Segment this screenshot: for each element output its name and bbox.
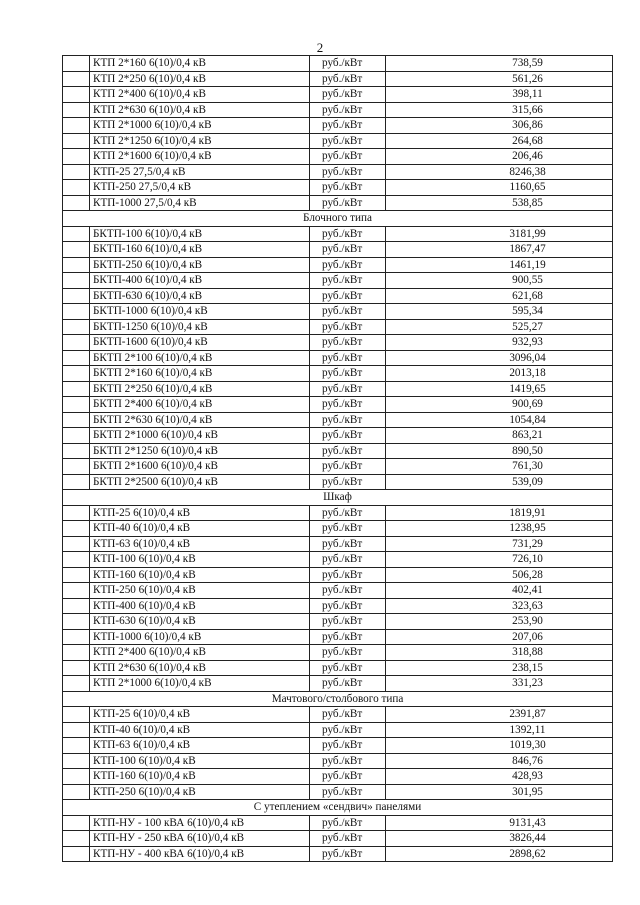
price-cell: 738,59 xyxy=(386,56,613,72)
index-cell xyxy=(63,660,90,676)
unit-cell: руб./кВт xyxy=(310,412,386,428)
table-row xyxy=(63,397,613,413)
table-row xyxy=(63,149,613,165)
table-row xyxy=(63,257,613,273)
index-cell xyxy=(63,56,90,72)
substation-name-cell: КТП-63 6(10)/0,4 кВ xyxy=(90,536,310,552)
unit-cell: руб./кВт xyxy=(310,738,386,754)
price-cell: 1392,11 xyxy=(386,722,613,738)
table-row xyxy=(63,87,613,103)
price-cell: 1867,47 xyxy=(386,242,613,258)
substation-name-cell: БКТП 2*1600 6(10)/0,4 кВ xyxy=(90,459,310,475)
table-row xyxy=(63,676,613,692)
price-cell: 561,26 xyxy=(386,71,613,87)
price-cell: 301,95 xyxy=(386,784,613,800)
substation-name-cell: КТП 2*630 6(10)/0,4 кВ xyxy=(90,660,310,676)
price-cell: 539,09 xyxy=(386,474,613,490)
substation-name-cell: КТП 2*250 6(10)/0,4 кВ xyxy=(90,71,310,87)
unit-cell: руб./кВт xyxy=(310,149,386,165)
table-row xyxy=(63,629,613,645)
table-row xyxy=(63,242,613,258)
unit-cell: руб./кВт xyxy=(310,521,386,537)
price-cell: 3826,44 xyxy=(386,831,613,847)
substation-name-cell: КТП 2*400 6(10)/0,4 кВ xyxy=(90,87,310,103)
unit-cell: руб./кВт xyxy=(310,536,386,552)
table-row xyxy=(63,707,613,723)
unit-cell: руб./кВт xyxy=(310,707,386,723)
table-row xyxy=(63,366,613,382)
unit-cell: руб./кВт xyxy=(310,71,386,87)
table-row xyxy=(63,350,613,366)
table-row xyxy=(63,505,613,521)
table-row xyxy=(63,428,613,444)
price-cell: 761,30 xyxy=(386,459,613,475)
price-cell: 2013,18 xyxy=(386,366,613,382)
index-cell xyxy=(63,459,90,475)
substation-name-cell: КТП-40 6(10)/0,4 кВ xyxy=(90,521,310,537)
table-row xyxy=(63,459,613,475)
substation-name-cell: КТП-63 6(10)/0,4 кВ xyxy=(90,738,310,754)
price-cell: 398,11 xyxy=(386,87,613,103)
index-cell xyxy=(63,784,90,800)
price-cell: 323,63 xyxy=(386,598,613,614)
substation-name-cell: БКТП 2*400 6(10)/0,4 кВ xyxy=(90,397,310,413)
tariff-table-body xyxy=(63,56,613,862)
substation-name-cell: КТП-100 6(10)/0,4 кВ xyxy=(90,753,310,769)
index-cell xyxy=(63,164,90,180)
index-cell xyxy=(63,242,90,258)
index-cell xyxy=(63,443,90,459)
price-cell: 731,29 xyxy=(386,536,613,552)
table-row xyxy=(63,521,613,537)
unit-cell: руб./кВт xyxy=(310,273,386,289)
unit-cell: руб./кВт xyxy=(310,195,386,211)
unit-cell: руб./кВт xyxy=(310,304,386,320)
unit-cell: руб./кВт xyxy=(310,164,386,180)
substation-name-cell: БКТП 2*2500 6(10)/0,4 кВ xyxy=(90,474,310,490)
index-cell xyxy=(63,226,90,242)
unit-cell: руб./кВт xyxy=(310,676,386,692)
unit-cell: руб./кВт xyxy=(310,366,386,382)
table-row xyxy=(63,273,613,289)
price-cell: 538,85 xyxy=(386,195,613,211)
table-row xyxy=(63,381,613,397)
price-cell: 3096,04 xyxy=(386,350,613,366)
price-cell: 1461,19 xyxy=(386,257,613,273)
substation-name-cell: КТП 2*1000 6(10)/0,4 кВ xyxy=(90,118,310,134)
table-row xyxy=(63,133,613,149)
table-row xyxy=(63,102,613,118)
unit-cell: руб./кВт xyxy=(310,815,386,831)
substation-name-cell: КТП-25 6(10)/0,4 кВ xyxy=(90,707,310,723)
unit-cell: руб./кВт xyxy=(310,645,386,661)
price-cell: 264,68 xyxy=(386,133,613,149)
index-cell xyxy=(63,133,90,149)
unit-cell: руб./кВт xyxy=(310,350,386,366)
substation-name-cell: БКТП-1000 6(10)/0,4 кВ xyxy=(90,304,310,320)
table-row xyxy=(63,288,613,304)
index-cell xyxy=(63,335,90,351)
price-cell: 863,21 xyxy=(386,428,613,444)
substation-name-cell: КТП 2*160 6(10)/0,4 кВ xyxy=(90,56,310,72)
unit-cell: руб./кВт xyxy=(310,769,386,785)
substation-name-cell: БКТП 2*160 6(10)/0,4 кВ xyxy=(90,366,310,382)
table-row xyxy=(63,226,613,242)
section-title: Блочного типа xyxy=(63,211,613,227)
substation-name-cell: КТП-1000 27,5/0,4 кВ xyxy=(90,195,310,211)
price-cell: 253,90 xyxy=(386,614,613,630)
unit-cell: руб./кВт xyxy=(310,443,386,459)
index-cell xyxy=(63,707,90,723)
price-cell: 3181,99 xyxy=(386,226,613,242)
index-cell xyxy=(63,676,90,692)
table-row xyxy=(63,412,613,428)
table-row xyxy=(63,195,613,211)
index-cell xyxy=(63,87,90,103)
table-row xyxy=(63,815,613,831)
price-cell: 900,55 xyxy=(386,273,613,289)
tariff-table xyxy=(62,55,613,862)
substation-name-cell: БКТП-1250 6(10)/0,4 кВ xyxy=(90,319,310,335)
section-title: Мачтового/столбового типа xyxy=(63,691,613,707)
index-cell xyxy=(63,552,90,568)
index-cell xyxy=(63,118,90,134)
substation-name-cell: БКТП-100 6(10)/0,4 кВ xyxy=(90,226,310,242)
index-cell xyxy=(63,753,90,769)
table-row xyxy=(63,583,613,599)
index-cell xyxy=(63,536,90,552)
index-cell xyxy=(63,350,90,366)
unit-cell: руб./кВт xyxy=(310,614,386,630)
price-cell: 1160,65 xyxy=(386,180,613,196)
price-cell: 306,86 xyxy=(386,118,613,134)
substation-name-cell: БКТП 2*630 6(10)/0,4 кВ xyxy=(90,412,310,428)
index-cell xyxy=(63,273,90,289)
section-title: С утеплением «сендвич» панелями xyxy=(63,800,613,816)
substation-name-cell: КТП 2*400 6(10)/0,4 кВ xyxy=(90,645,310,661)
price-cell: 890,50 xyxy=(386,443,613,459)
table-row xyxy=(63,598,613,614)
substation-name-cell: БКТП 2*250 6(10)/0,4 кВ xyxy=(90,381,310,397)
page-number: 2 xyxy=(316,40,324,55)
price-cell: 331,23 xyxy=(386,676,613,692)
substation-name-cell: КТП-НУ - 250 кВА 6(10)/0,4 кВ xyxy=(90,831,310,847)
table-row xyxy=(63,536,613,552)
price-cell: 428,93 xyxy=(386,769,613,785)
table-row xyxy=(63,722,613,738)
unit-cell: руб./кВт xyxy=(310,552,386,568)
section-title: Шкаф xyxy=(63,490,613,506)
index-cell xyxy=(63,598,90,614)
price-cell: 525,27 xyxy=(386,319,613,335)
table-row xyxy=(63,118,613,134)
index-cell xyxy=(63,149,90,165)
unit-cell: руб./кВт xyxy=(310,474,386,490)
index-cell xyxy=(63,474,90,490)
index-cell xyxy=(63,102,90,118)
index-cell xyxy=(63,288,90,304)
index-cell xyxy=(63,381,90,397)
substation-name-cell: БКТП-160 6(10)/0,4 кВ xyxy=(90,242,310,258)
unit-cell: руб./кВт xyxy=(310,133,386,149)
price-cell: 8246,38 xyxy=(386,164,613,180)
index-cell xyxy=(63,397,90,413)
index-cell xyxy=(63,71,90,87)
substation-name-cell: КТП-160 6(10)/0,4 кВ xyxy=(90,567,310,583)
substation-name-cell: КТП-250 27,5/0,4 кВ xyxy=(90,180,310,196)
substation-name-cell: БКТП-1600 6(10)/0,4 кВ xyxy=(90,335,310,351)
index-cell xyxy=(63,366,90,382)
section-header-row xyxy=(63,211,613,227)
index-cell xyxy=(63,319,90,335)
table-row xyxy=(63,164,613,180)
unit-cell: руб./кВт xyxy=(310,87,386,103)
unit-cell: руб./кВт xyxy=(310,335,386,351)
unit-cell: руб./кВт xyxy=(310,56,386,72)
substation-name-cell: КТП-630 6(10)/0,4 кВ xyxy=(90,614,310,630)
unit-cell: руб./кВт xyxy=(310,257,386,273)
table-row xyxy=(63,769,613,785)
substation-name-cell: БКТП-250 6(10)/0,4 кВ xyxy=(90,257,310,273)
price-cell: 206,46 xyxy=(386,149,613,165)
index-cell xyxy=(63,831,90,847)
index-cell xyxy=(63,180,90,196)
unit-cell: руб./кВт xyxy=(310,722,386,738)
substation-name-cell: КТП-400 6(10)/0,4 кВ xyxy=(90,598,310,614)
substation-name-cell: КТП 2*1000 6(10)/0,4 кВ xyxy=(90,676,310,692)
price-cell: 1019,30 xyxy=(386,738,613,754)
unit-cell: руб./кВт xyxy=(310,459,386,475)
index-cell xyxy=(63,583,90,599)
substation-name-cell: КТП 2*630 6(10)/0,4 кВ xyxy=(90,102,310,118)
table-row xyxy=(63,784,613,800)
unit-cell: руб./кВт xyxy=(310,102,386,118)
price-cell: 318,88 xyxy=(386,645,613,661)
table-row xyxy=(63,738,613,754)
substation-name-cell: БКТП-630 6(10)/0,4 кВ xyxy=(90,288,310,304)
substation-name-cell: КТП-250 6(10)/0,4 кВ xyxy=(90,583,310,599)
unit-cell: руб./кВт xyxy=(310,428,386,444)
index-cell xyxy=(63,846,90,862)
index-cell xyxy=(63,567,90,583)
index-cell xyxy=(63,412,90,428)
unit-cell: руб./кВт xyxy=(310,583,386,599)
price-cell: 506,28 xyxy=(386,567,613,583)
substation-name-cell: БКТП 2*1250 6(10)/0,4 кВ xyxy=(90,443,310,459)
substation-name-cell: КТП-250 6(10)/0,4 кВ xyxy=(90,784,310,800)
price-cell: 2391,87 xyxy=(386,707,613,723)
substation-name-cell: КТП-25 27,5/0,4 кВ xyxy=(90,164,310,180)
index-cell xyxy=(63,645,90,661)
table-row xyxy=(63,180,613,196)
unit-cell: руб./кВт xyxy=(310,180,386,196)
index-cell xyxy=(63,738,90,754)
price-cell: 402,41 xyxy=(386,583,613,599)
table-row xyxy=(63,614,613,630)
unit-cell: руб./кВт xyxy=(310,660,386,676)
substation-name-cell: КТП-160 6(10)/0,4 кВ xyxy=(90,769,310,785)
price-cell: 207,06 xyxy=(386,629,613,645)
price-cell: 932,93 xyxy=(386,335,613,351)
table-row xyxy=(63,645,613,661)
unit-cell: руб./кВт xyxy=(310,784,386,800)
substation-name-cell: КТП-40 6(10)/0,4 кВ xyxy=(90,722,310,738)
unit-cell: руб./кВт xyxy=(310,629,386,645)
table-row xyxy=(63,753,613,769)
substation-name-cell: КТП-1000 6(10)/0,4 кВ xyxy=(90,629,310,645)
section-header-row xyxy=(63,490,613,506)
unit-cell: руб./кВт xyxy=(310,753,386,769)
index-cell xyxy=(63,304,90,320)
unit-cell: руб./кВт xyxy=(310,505,386,521)
index-cell xyxy=(63,521,90,537)
table-row xyxy=(63,71,613,87)
substation-name-cell: КТП-100 6(10)/0,4 кВ xyxy=(90,552,310,568)
index-cell xyxy=(63,769,90,785)
table-row xyxy=(63,335,613,351)
index-cell xyxy=(63,722,90,738)
unit-cell: руб./кВт xyxy=(310,381,386,397)
price-cell: 1419,65 xyxy=(386,381,613,397)
unit-cell: руб./кВт xyxy=(310,288,386,304)
table-row xyxy=(63,552,613,568)
substation-name-cell: КТП-НУ - 400 кВА 6(10)/0,4 кВ xyxy=(90,846,310,862)
substation-name-cell: БКТП-400 6(10)/0,4 кВ xyxy=(90,273,310,289)
unit-cell: руб./кВт xyxy=(310,242,386,258)
price-cell: 900,69 xyxy=(386,397,613,413)
index-cell xyxy=(63,257,90,273)
table-row xyxy=(63,304,613,320)
price-cell: 726,10 xyxy=(386,552,613,568)
table-row xyxy=(63,846,613,862)
unit-cell: руб./кВт xyxy=(310,567,386,583)
price-cell: 1054,84 xyxy=(386,412,613,428)
unit-cell: руб./кВт xyxy=(310,831,386,847)
substation-name-cell: БКТП 2*100 6(10)/0,4 кВ xyxy=(90,350,310,366)
price-cell: 2898,62 xyxy=(386,846,613,862)
index-cell xyxy=(63,428,90,444)
unit-cell: руб./кВт xyxy=(310,226,386,242)
unit-cell: руб./кВт xyxy=(310,598,386,614)
price-cell: 1819,91 xyxy=(386,505,613,521)
index-cell xyxy=(63,629,90,645)
table-row xyxy=(63,319,613,335)
unit-cell: руб./кВт xyxy=(310,319,386,335)
table-row xyxy=(63,56,613,72)
substation-name-cell: КТП-НУ - 100 кВА 6(10)/0,4 кВ xyxy=(90,815,310,831)
index-cell xyxy=(63,505,90,521)
table-row xyxy=(63,567,613,583)
price-cell: 238,15 xyxy=(386,660,613,676)
section-header-row xyxy=(63,800,613,816)
substation-name-cell: КТП 2*1250 6(10)/0,4 кВ xyxy=(90,133,310,149)
table-row xyxy=(63,474,613,490)
table-row xyxy=(63,660,613,676)
unit-cell: руб./кВт xyxy=(310,846,386,862)
table-row xyxy=(63,443,613,459)
price-cell: 315,66 xyxy=(386,102,613,118)
table-row xyxy=(63,831,613,847)
index-cell xyxy=(63,195,90,211)
substation-name-cell: БКТП 2*1000 6(10)/0,4 кВ xyxy=(90,428,310,444)
substation-name-cell: КТП 2*1600 6(10)/0,4 кВ xyxy=(90,149,310,165)
price-cell: 595,34 xyxy=(386,304,613,320)
price-cell: 9131,43 xyxy=(386,815,613,831)
unit-cell: руб./кВт xyxy=(310,397,386,413)
index-cell xyxy=(63,614,90,630)
price-cell: 1238,95 xyxy=(386,521,613,537)
price-cell: 621,68 xyxy=(386,288,613,304)
substation-name-cell: КТП-25 6(10)/0,4 кВ xyxy=(90,505,310,521)
section-header-row xyxy=(63,691,613,707)
index-cell xyxy=(63,815,90,831)
price-cell: 846,76 xyxy=(386,753,613,769)
unit-cell: руб./кВт xyxy=(310,118,386,134)
